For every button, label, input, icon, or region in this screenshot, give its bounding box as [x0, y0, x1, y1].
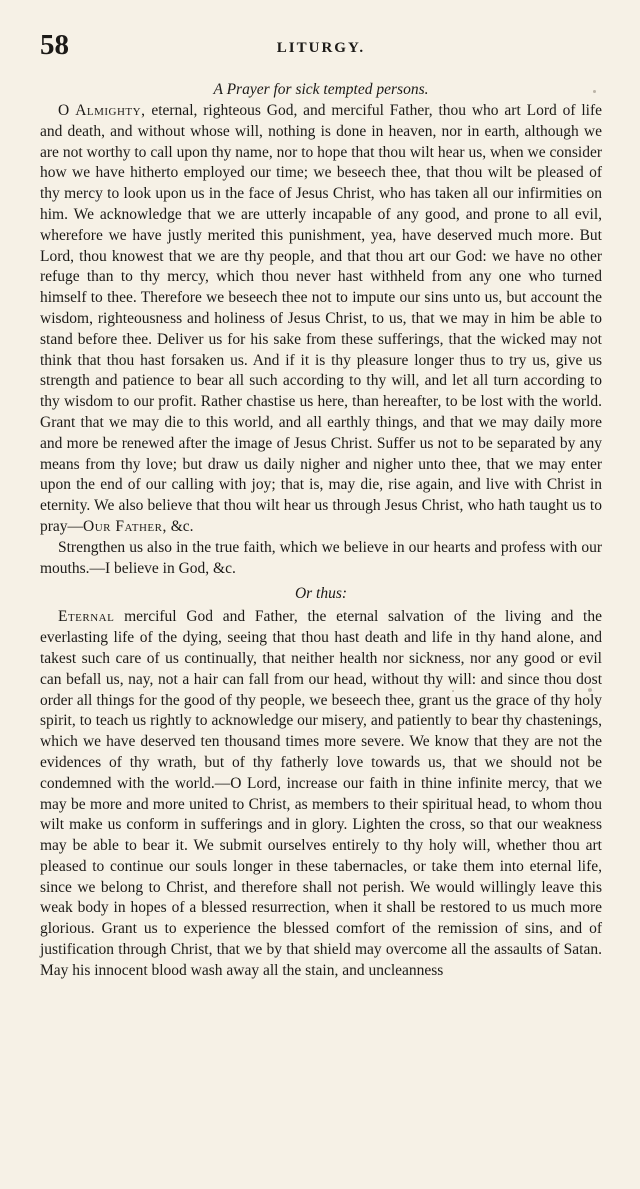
- drop-lead-text: O Almighty,: [58, 102, 146, 119]
- prayer-paragraph: [40, 607, 602, 981]
- page-header: [40, 28, 602, 70]
- drop-lead-text: Eternal: [58, 608, 115, 626]
- prayer-paragraph: [40, 101, 602, 538]
- paper-speck: [593, 90, 596, 93]
- paper-speck: [452, 690, 454, 692]
- book-page: [40, 28, 602, 982]
- running-head: LITURGY.: [276, 40, 366, 56]
- paragraph-body: merciful God and Father, the eternal salvation of the living and the everlasting life of the dying, seeing that thou hast death and life in thy hand alone, and takest such care of us continually, that neither health nor sickness, nor any good or evil can befall us, nay, not a hair can fall from our head, without thy will: and since thou dost order all things for the good of thy people, we beseech thee, grant us the grace of thy holy spirit, to teach us rightly to acknowledge our misery, and patiently to bear thy chastenings, which we have deserved ten thousand times more severe. We know that they are not the evidences of thy wrath, but of thy fatherly love towards us, that we should not be condemned with the world.—O Lord, increase our faith in thine infinite mercy, that we may be more and more united to Christ, as members to their spiritual head, to whom thou wilt make us conform in sufferings and in glory. Lighten the cross, so that our weakness may be able to bear it. We submit ourselves entirely to thy holy will, whether thou art pleased to continue our souls longer in these tabernacles, or take them into eternal life, since we belong to Christ, and therefore shall not perish. We would willingly leave this weak body in hopes of a blessed resurrection, when it shall be restored to us much more glorious. Grant us to experience the blessed comfort of the remission of sins, and of justification through Christ, that we by that shield may overcome all the assaults of Satan. May his innocent blood wash away all the stain, and uncleanness: [40, 608, 602, 979]
- paragraph-body: eternal, righteous God, and merciful Father, thou who art Lord of life and death, and without whose will, nothing is done in heaven, nor in earth, although we are not worthy to call upon thy name, nor to hope that thou wilt hear us, when we consider how we have hitherto employed our time; we beseech thee, that thou wilt be pleased of thy mercy to look upon us in the face of Jesus Christ, who has taken all our infirmities on him. We acknowledge that we are utterly incapable of any good, and prone to all evil, wherefore we have justly merited this punishment, yea, have deserved much more. But Lord, thou knowest that we are thy people, and that thou art our God: we have no other refuge than to thy mercy, which thou never hast withheld from any one who turned himself to thee. Therefore we beseech thee not to impute our sins unto us, but account the wisdom, righteousness and holiness of Jesus Christ, to us, that we may in him be able to stand before thee. Deliver us for his sake from these sufferings, that the wicked may not think that thou hast forsaken us. And if it is thy pleasure longer thus to try us, give us strength and patience to bear all such according to thy will, and let all turn according to thy wisdom to our profit. Rather chastise us here, than hereafter, to be lost with the world. Grant that we may die to this world, and all earthly things, and that we may daily more and more be renewed after the image of Jesus Christ. Suffer us not to be separated by any means from thy love; but draw us daily nigher and nigher unto thee, that we may enter upon the end of our calling with joy; that is, may die, rise again, and live with Christ in eternity. We also believe that thou wilt hear us through Jesus Christ, who hath taught us to pray—: [40, 102, 603, 535]
- prayer-heading: A Prayer for sick tempted persons.: [213, 81, 429, 98]
- alternate-heading: Or thus:: [294, 585, 348, 603]
- page-number: 58: [40, 29, 69, 61]
- paragraph-tail: &c.: [166, 517, 194, 535]
- paper-speck: [588, 688, 592, 692]
- small-caps-text: Our Father,: [83, 517, 167, 535]
- prayer-paragraph: Strengthen us also in the true faith, which we believe in our hearts and profess with our mouths.—I believe in God, &c.: [40, 538, 602, 577]
